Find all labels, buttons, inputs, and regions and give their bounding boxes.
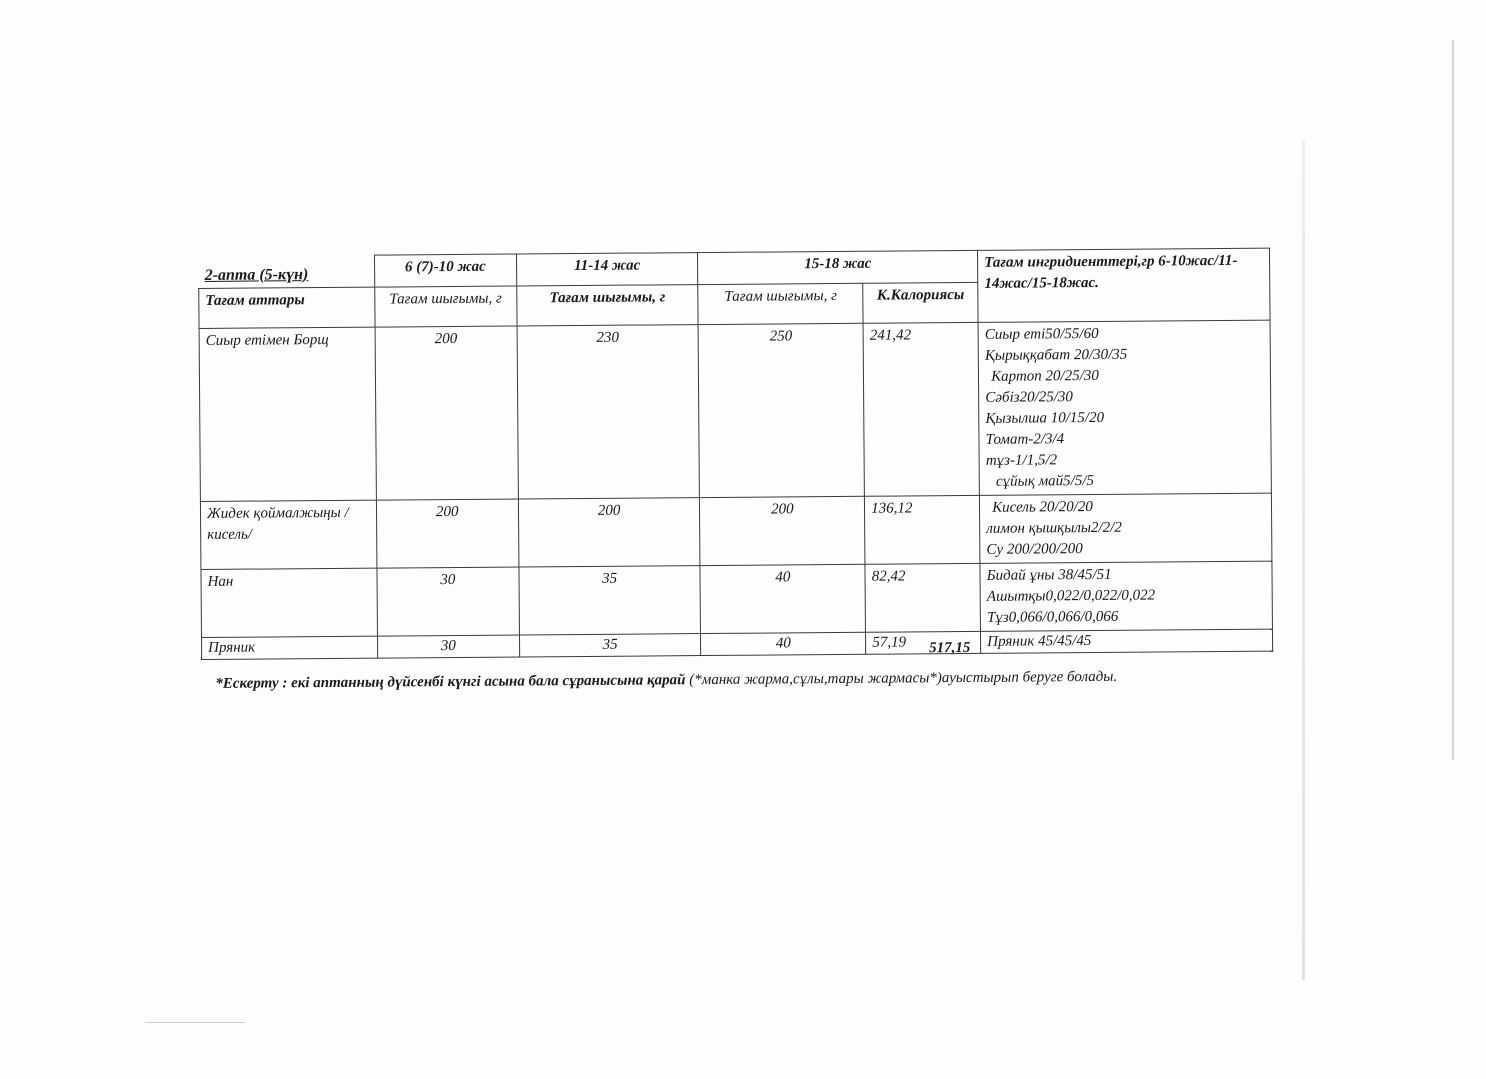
header-age-15-18: 15-18 жас bbox=[698, 250, 978, 284]
yield-11-14: 35 bbox=[519, 566, 701, 635]
yield-15-18: 40 bbox=[700, 564, 865, 633]
dish-name: Сиыр етімен Борщ bbox=[199, 327, 376, 501]
yield-6-10: 30 bbox=[377, 635, 519, 658]
header-age-11-14: 11-14 жас bbox=[516, 253, 698, 286]
ingredient: Кисель 20/20/20 bbox=[992, 498, 1093, 516]
ingredient: Тұз0,066/0,066/0,066 bbox=[986, 608, 1119, 626]
ingredients-list bbox=[978, 320, 1271, 495]
footnote-parenthetical: (*манка жарма,сұлы,тары жармасы*) bbox=[689, 670, 942, 689]
ingredient: Сәбіз20/25/30 bbox=[985, 389, 1073, 406]
header-yield-6-10: Тағам шығымы, г bbox=[375, 286, 517, 327]
dish-name: Пряник bbox=[201, 636, 377, 659]
yield-15-18: 250 bbox=[698, 323, 864, 497]
footnote-lead: *Ескерту : екі аптанның дүйсенбі күнгі асына бала сұранысына қарай bbox=[215, 672, 690, 692]
ingredient: Су 200/200/200 bbox=[986, 541, 1083, 558]
scan-shadow-line bbox=[1302, 140, 1305, 980]
ingredients-list bbox=[980, 561, 1272, 631]
dish-name: Нан bbox=[201, 568, 377, 637]
ingredient: Пряник 45/45/45 bbox=[987, 632, 1092, 650]
yield-11-14: 35 bbox=[519, 634, 701, 657]
ingredients-list bbox=[980, 493, 1272, 563]
yield-6-10: 200 bbox=[376, 499, 518, 568]
dish-name: Жидек қоймалжыңы /кисель/ bbox=[200, 500, 376, 569]
header-yield-15-18: Тағам шығымы, г bbox=[698, 283, 863, 324]
ingredient: сұйық май5/5/5 bbox=[995, 472, 1095, 490]
calories-value: 57,19 bbox=[866, 631, 981, 654]
yield-15-18: 40 bbox=[701, 632, 866, 655]
header-ingredients: Тағам ингридиенттері,гр 6-10жас/11-14жас/15-18жас. bbox=[978, 248, 1270, 322]
yield-11-14: 200 bbox=[518, 498, 700, 567]
yield-6-10: 200 bbox=[375, 326, 518, 500]
table-row bbox=[201, 561, 1273, 637]
ingredient: Бидай ұны 38/45/51 bbox=[986, 566, 1112, 584]
total-calories: 517,15 bbox=[929, 639, 971, 657]
table-row bbox=[200, 493, 1272, 569]
yield-11-14: 230 bbox=[517, 325, 700, 499]
ingredient: Ашытқы0,022/0,022/0,022 bbox=[986, 587, 1156, 605]
footnote bbox=[215, 669, 1117, 693]
calories-value: 82,42 bbox=[865, 563, 980, 632]
yield-15-18: 200 bbox=[700, 496, 865, 565]
ingredient: тұз-1/1,5/2 bbox=[985, 452, 1058, 469]
menu-table bbox=[198, 248, 1273, 660]
ingredient: Картоп 20/25/30 bbox=[991, 367, 1099, 385]
ingredients-list bbox=[981, 629, 1273, 653]
menu-document bbox=[198, 247, 1284, 692]
title-cell bbox=[199, 255, 375, 288]
ingredient: Қырыққабат 20/30/35 bbox=[984, 346, 1128, 364]
header-calories: К.Калориясы bbox=[863, 282, 978, 323]
page-title: 2-апта (5-күн) bbox=[204, 265, 309, 284]
ingredient: Қызылша 10/15/20 bbox=[985, 409, 1105, 427]
table-row bbox=[199, 320, 1271, 501]
ingredient: Томат-2/3/4 bbox=[985, 431, 1065, 448]
scan-artifact-line bbox=[145, 1022, 245, 1023]
ingredient: лимон қышқылы2/2/2 bbox=[986, 519, 1122, 537]
ingredient: Сиыр еті50/55/60 bbox=[984, 325, 1099, 343]
calories-value: 241,42 bbox=[863, 322, 979, 496]
header-yield-11-14: Тағам шығымы, г bbox=[516, 285, 698, 326]
scan-edge-line bbox=[1452, 40, 1454, 760]
calories-value: 136,12 bbox=[865, 495, 980, 564]
yield-6-10: 30 bbox=[377, 567, 519, 636]
header-age-6-10: 6 (7)-10 жас bbox=[374, 254, 516, 287]
header-dish-names: Тағам аттары bbox=[199, 287, 375, 328]
footnote-tail: ауыстырып беруге болады. bbox=[941, 668, 1118, 687]
